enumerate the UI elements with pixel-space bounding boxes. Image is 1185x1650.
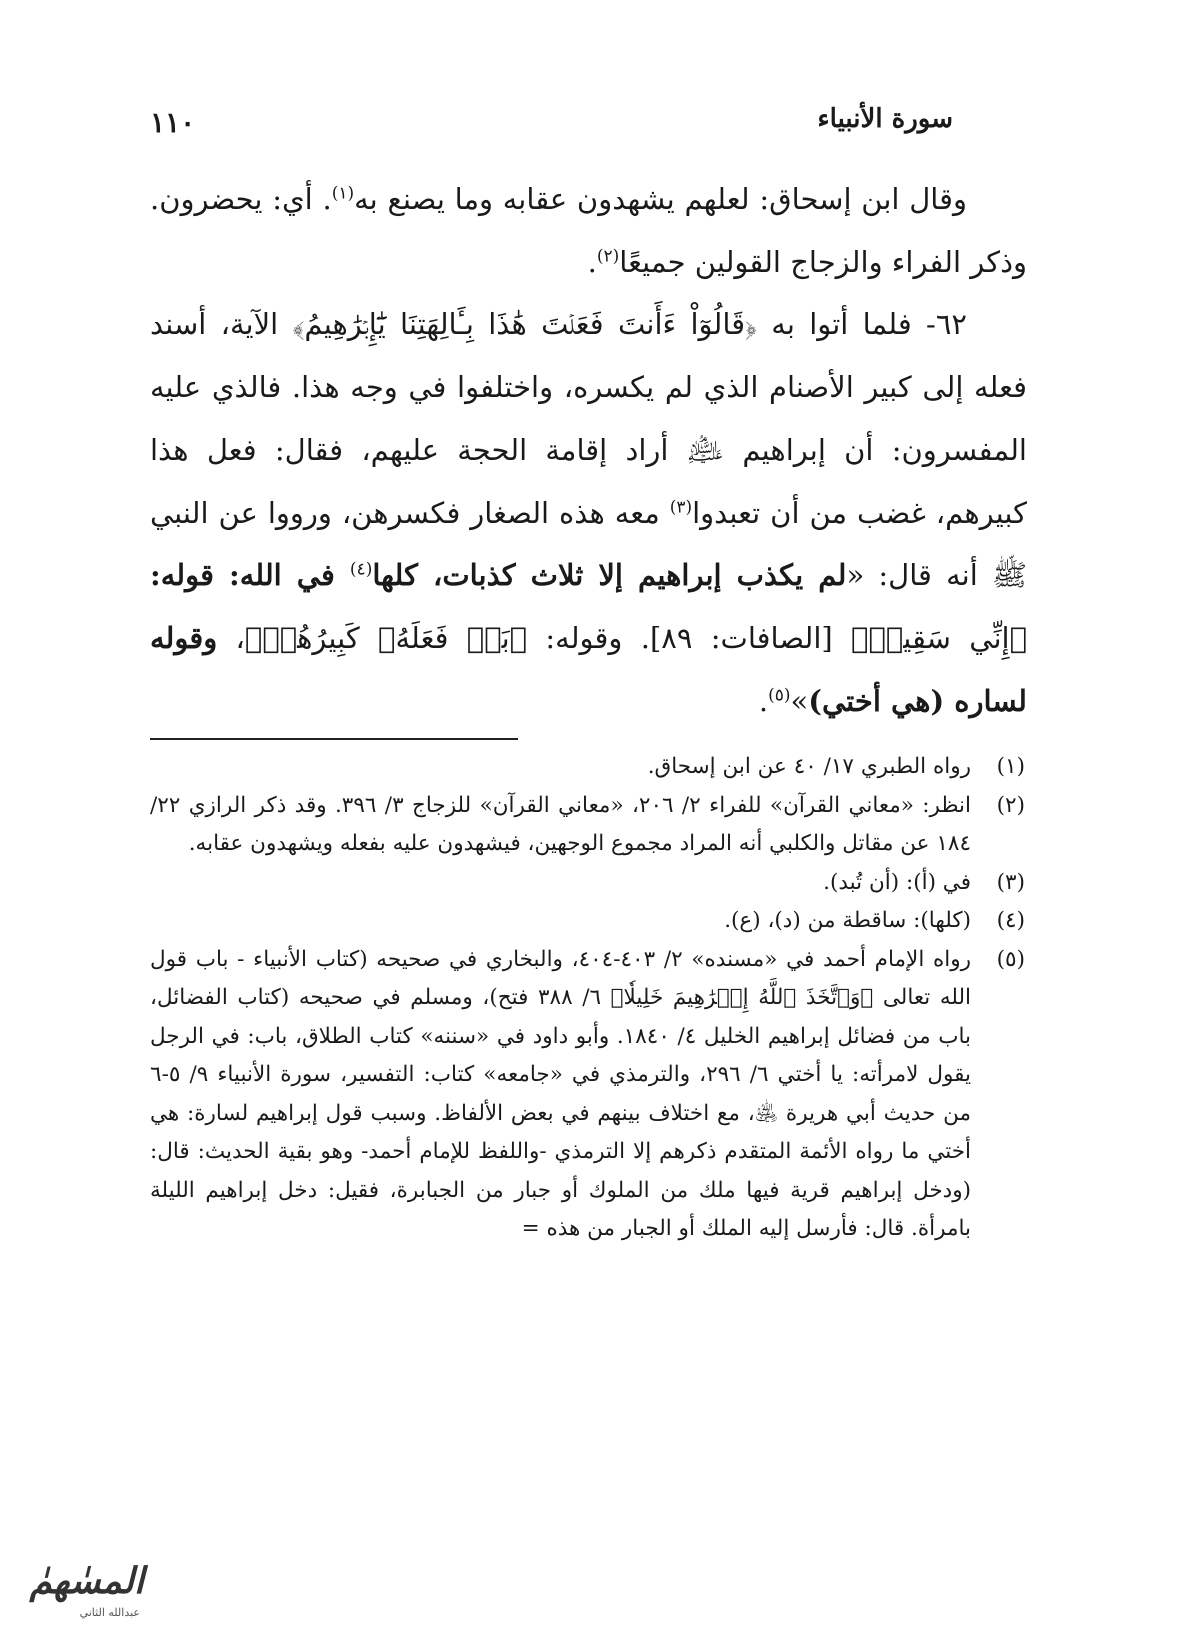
paragraph-1-text-3: . [587, 244, 597, 279]
surah-title: سورة الأنبياء [817, 104, 953, 134]
paragraph-2-text-5: . [758, 683, 769, 718]
paragraph-1-text-1: وقال ابن إسحاق: لعلهم يشهدون عقابه وما يصنع به [354, 182, 967, 216]
paragraph-2 [150, 293, 1027, 732]
hadith-text-3: وقوله لساره (هي أختي) [150, 620, 1027, 718]
footnote-2 [150, 787, 1025, 864]
footnote-number: (٣) [996, 869, 1025, 895]
paragraph-2-text-3: ﴿إِنِّي سَقِيمٞ﴾ [الصافات: ٨٩]. وقوله: ﴿بَلۡ فَعَلَهُۥ كَبِيرُهُمۡ﴾، [217, 620, 1027, 655]
footnote-number: (١) [996, 754, 1025, 779]
paragraph-2-text-4: » [790, 683, 809, 718]
page-number: ١١٠ [150, 106, 196, 139]
hadith-text-1: لم يكذب إبراهيم إلا ثلاث كذبات، كلها [372, 558, 847, 593]
paragraph-2-text-2: معه هذه الصغار فكسرهن، ورووا عن النبي ﷺ أنه قال: « [150, 495, 1027, 593]
watermark-logo [16, 1560, 148, 1626]
footnote-4 [150, 902, 1025, 941]
footnote-number: (٥) [996, 946, 1025, 972]
footnote-ref-4[interactable]: (٤) [349, 559, 373, 580]
footnote-text: رواه الإمام أحمد في «مسنده» ٢/ ٤٠٣-٤٠٤، والبخاري في صحيحه (كتاب الأنبياء - باب قول الله تعالى ﴿وَٱتَّخَذَ ٱللَّهُ إِبۡرَٰهِيمَ خَلِيلٗا﴾ ٦/ ٣٨٨ فتح)، ومسلم في صحيحه (كتاب الفضائل، باب من فضائل إبراهيم الخليل ٤/ ١٨٤٠. وأبو داود في «سننه» كتاب الطلاق، باب: في الرجل يقول لامرأته: يا أختي ٦/ ٢٩٦، والترمذي في «جامعه» كتاب: التفسير، سورة الأنبياء ٩/ ٥-٦ من حديث أبي هريرة ﵁، مع اختلاف بينهم في بعض الألفاظ. وسبب قول إبراهيم لسارة: هي أختي ما رواه الأئمة المتقدم ذكرهم إلا الترمذي -واللفظ للإمام أحمد- وهو بقية الحديث: قال: (ودخل إبراهيم قرية فيها ملك من الملوك أو جبار من الجبابرة، فقيل: دخل إبراهيم الليلة بامرأة. قال: فأرسل إليه الملك أو الجبار من هذه = [150, 946, 972, 1241]
footnote-1 [150, 748, 1025, 787]
logo-caption: عبدالله الثاني [79, 1606, 140, 1619]
footnote-separator [150, 738, 518, 740]
logo-mark: المسٰهمٰ [29, 1560, 144, 1602]
paragraph-1-text-2: . أي: يحضرون. وذكر الفراء والزجاج القولين جميعًا [150, 182, 1027, 279]
footnote-number: (٤) [996, 908, 1025, 933]
footnote-ref-3[interactable]: (٣) [669, 496, 693, 517]
hadith-text-2: في الله: قوله: [150, 558, 350, 593]
footnote-text: رواه الطبري ١٧/ ٤٠ عن ابن إسحاق. [647, 754, 971, 779]
paragraph-1 [150, 168, 1027, 293]
footnote-ref-2[interactable]: (٢) [596, 246, 620, 267]
footnote-ref-1[interactable]: (١) [331, 183, 355, 204]
footnote-3 [150, 864, 1025, 903]
paragraph-2-text-1: ٦٢- فلما أتوا به ﴿قَالُوٓاْ ءَأَنتَ فَعَلۡتَ هَٰذَا بِـَٔالِهَتِنَا يَٰٓإِبۡرَٰهِيمُ﴾ الآية، أسند فعله إلى كبير الأصنام الذي لم يكسره، واختلفوا في وجه هذا. فالذي عليه المفسرون: أن إبراهيم ﵇ أراد إقامة الحجة عليهم، فقال: فعل هذا كبيرهم، غضب من أن تعبدوا [150, 307, 1027, 530]
footnote-text: في (أ): (أن تُبد). [823, 869, 971, 895]
footnotes [150, 748, 1025, 1249]
footnote-text: (كلها): ساقطة من (د)، (ع). [724, 908, 971, 933]
footnote-text: انظر: «معاني القرآن» للفراء ٢/ ٢٠٦، «معاني القرآن» للزجاج ٣/ ٣٩٦. وقد ذكر الرازي ٢٢/ ١٨٤ عن مقاتل والكلبي أنه المراد مجموع الوجهين، فيشهدون عليه بفعله ويشهدون عقابه. [150, 792, 972, 856]
page-header [150, 100, 953, 150]
footnote-number: (٢) [996, 792, 1025, 818]
footnote-ref-5[interactable]: (٥) [768, 684, 791, 705]
footnote-5 [150, 941, 1025, 1249]
main-text [150, 168, 1027, 732]
